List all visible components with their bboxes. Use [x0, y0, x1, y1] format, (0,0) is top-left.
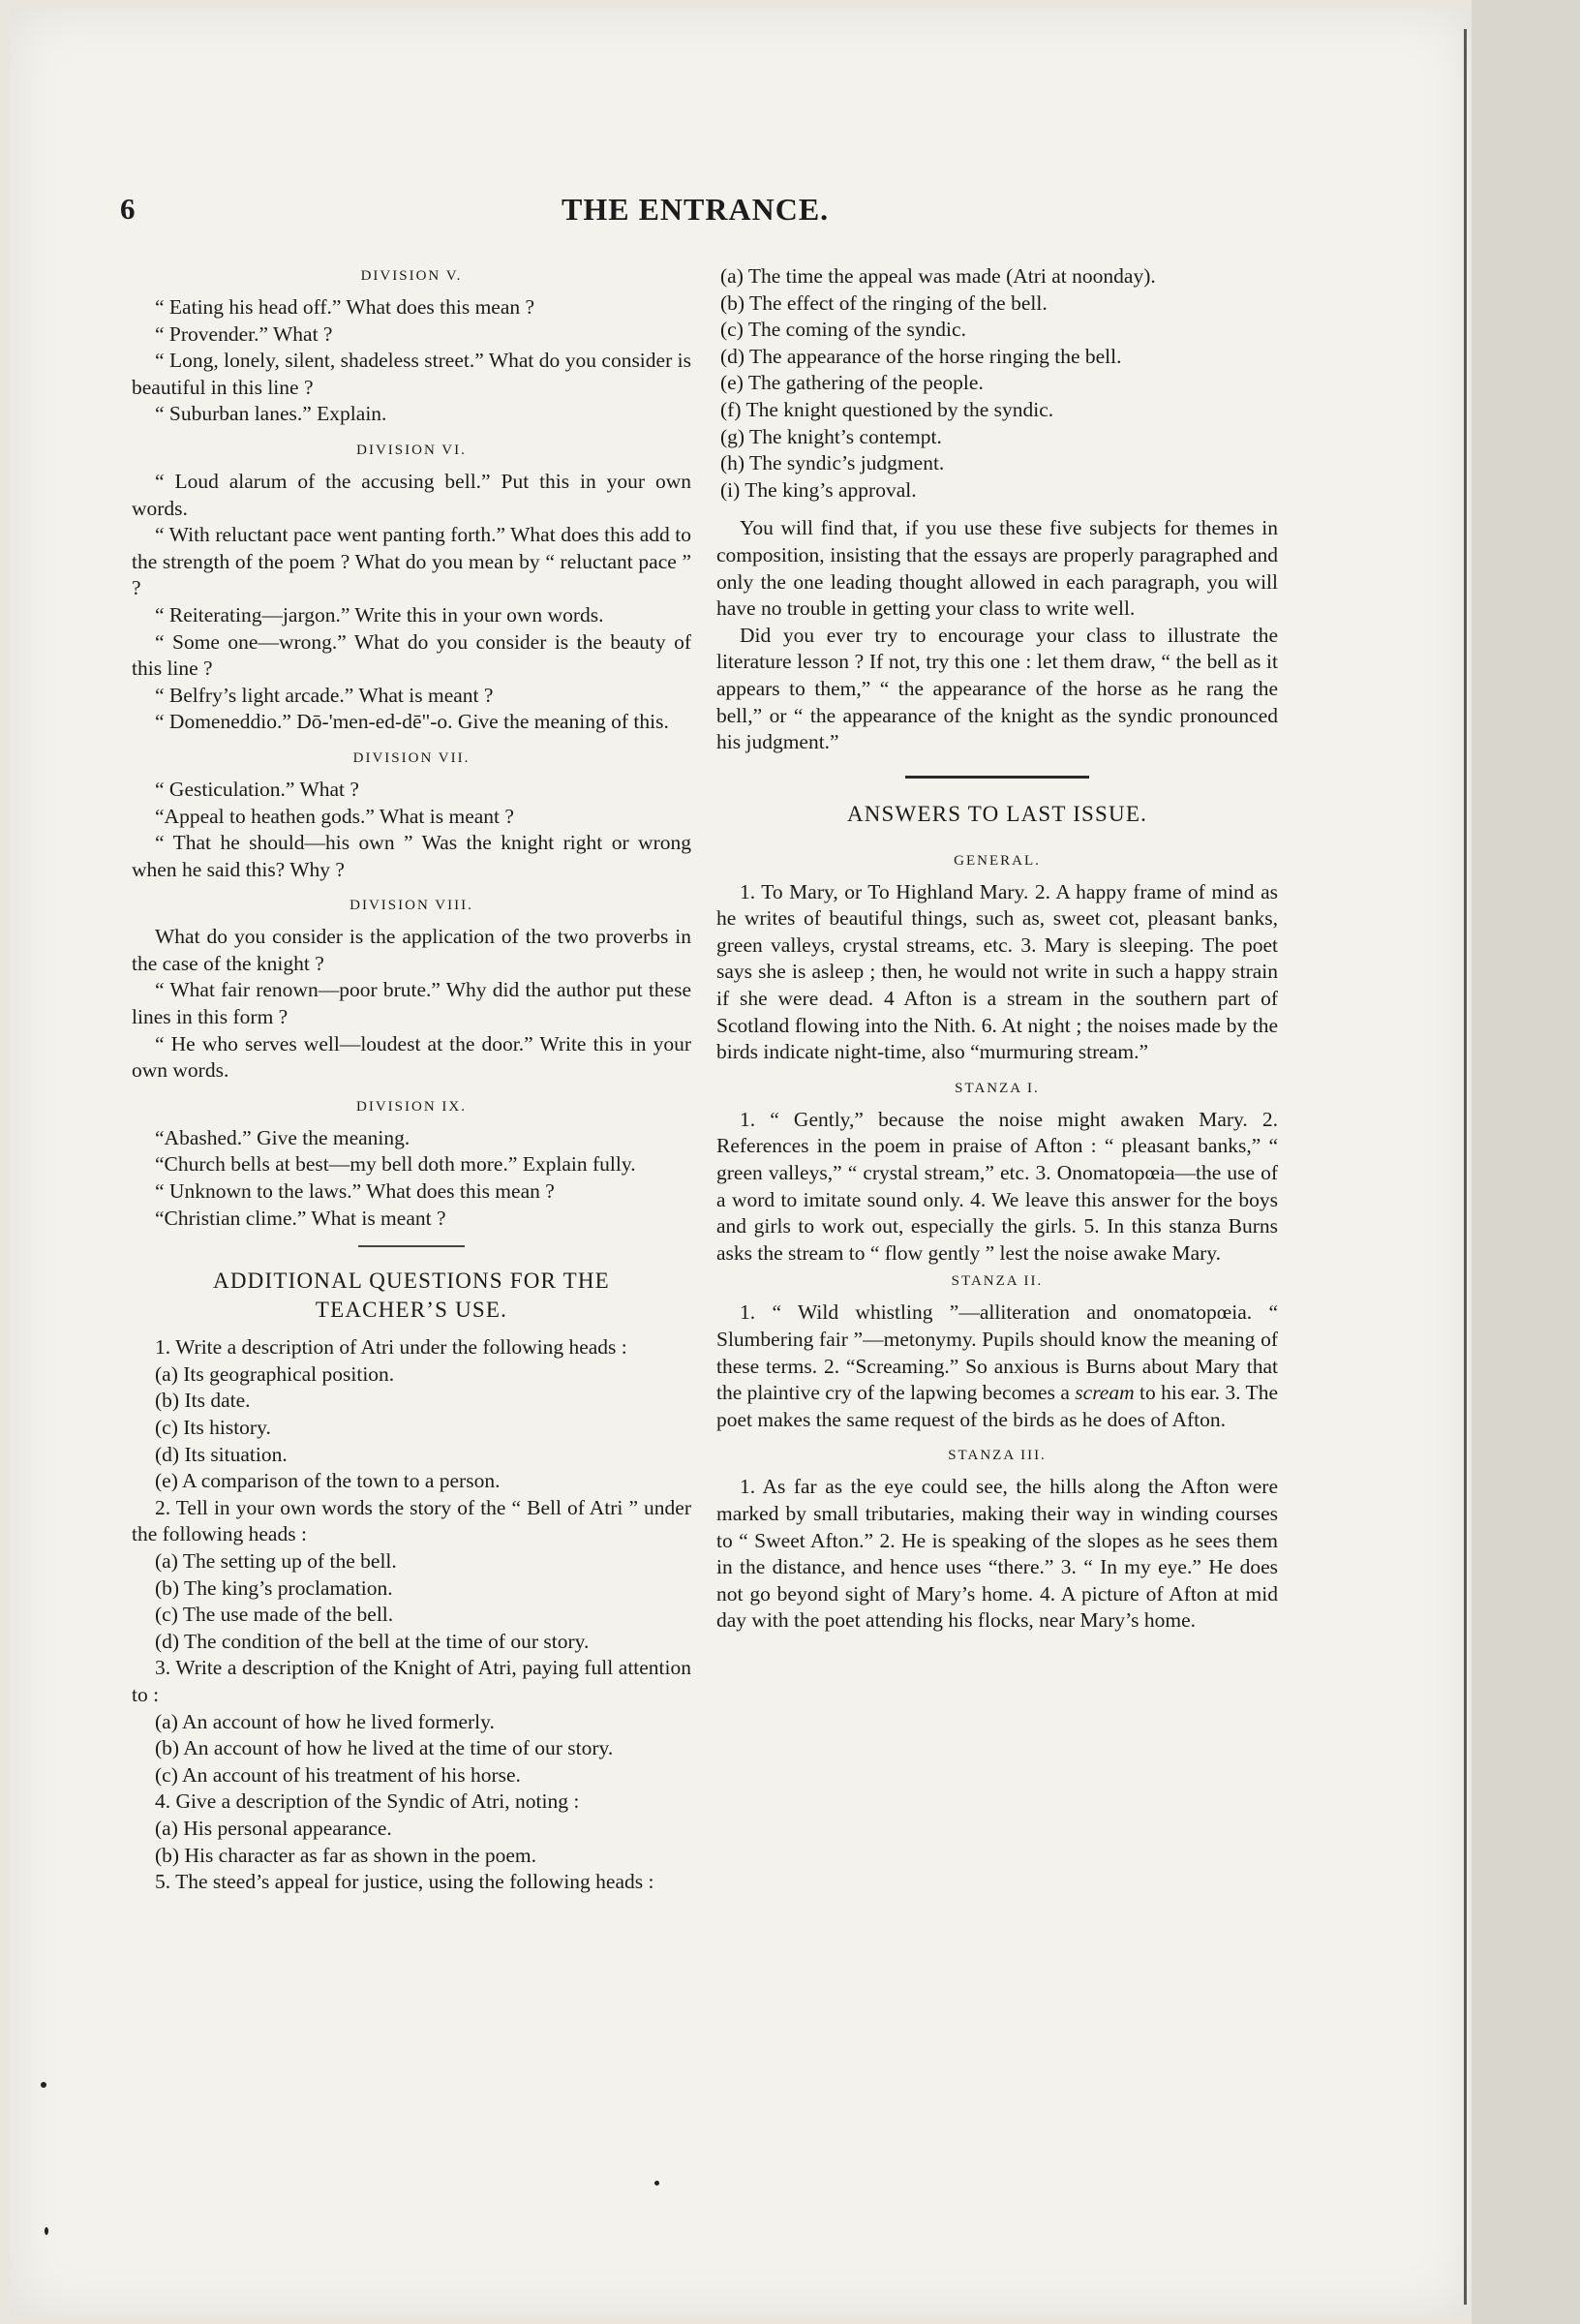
- question-5-heads: [716, 263, 1278, 504]
- left-column: [132, 265, 691, 1896]
- stanza-2-answers: [716, 1300, 1278, 1433]
- division-viii-question: What do you consider is the application of the two proverbs in the case of the knight ?: [132, 925, 691, 975]
- list-item: (c) The use made of the bell.: [155, 1603, 394, 1627]
- division-ix-question: “Abashed.” Give the meaning.: [155, 1125, 410, 1149]
- answers-heading: ANSWERS TO LAST ISSUE.: [846, 801, 1148, 826]
- question-2-heads: [132, 1548, 691, 1655]
- list-item: (d) The condition of the bell at the time of our story.: [155, 1629, 590, 1653]
- scan-speck: [654, 2181, 659, 2186]
- list-item: (b) The king’s proclamation.: [155, 1575, 393, 1600]
- page-number: 6: [120, 192, 136, 226]
- list-item: (c) The coming of the syndic.: [720, 318, 966, 342]
- list-item: (a) Its geographical position.: [155, 1361, 395, 1386]
- division-v-question: “ Provender.” What ?: [155, 321, 333, 346]
- division-vi-question: “ Some one—wrong.” What do you consider is the beauty of this line ?: [132, 629, 691, 681]
- division-v-question: “ Suburban lanes.” Explain.: [155, 402, 387, 426]
- stanza-2-heading: STANZA II.: [951, 1273, 1044, 1290]
- division-v-question: “ Eating his head off.” What does this mean ?: [155, 295, 535, 319]
- division-viii-question: “ He who serves well—loudest at the door.” Write this in your own words.: [132, 1031, 691, 1083]
- division-vii-question: “Appeal to heathen gods.” What is meant ?: [155, 804, 514, 828]
- book-spine: [1472, 0, 1580, 2324]
- division-vi-heading: DIVISION VI.: [356, 442, 467, 458]
- list-item: (b) The effect of the ringing of the bell.: [720, 290, 1048, 315]
- general-answers: 1. To Mary, or To Highland Mary. 2. A happy frame of mind as he writes of beautiful things, such as, sweet cot, pleasant banks, green valleys, crystal streams, etc. 3. Mary is sleeping. The poet says she is asleep ; then, he would not write in such a happy strain if she were dead. 4 Afton is a stream in the southern part of Scotland flowing into the Nith. 6. At night ; the noises made by the birds indicate night-time, also “murmuring stream.”: [716, 879, 1278, 1064]
- stanza-3-heading: STANZA III.: [948, 1448, 1047, 1464]
- list-item: (b) An account of how he lived at the time of our story.: [155, 1736, 614, 1760]
- list-item: (e) The gathering of the people.: [720, 371, 984, 395]
- division-vi-question: “ Reiterating—jargon.” Write this in your own words.: [155, 602, 604, 627]
- list-item: (c) Its history.: [155, 1416, 271, 1439]
- question-3: 3. Write a description of the Knight of Atri, paying full attention to :: [132, 1656, 691, 1706]
- additional-heading-line1: ADDITIONAL QUESTIONS FOR THE: [213, 1269, 610, 1294]
- division-v-heading: DIVISION V.: [360, 268, 463, 284]
- division-viii-heading: DIVISION VIII.: [349, 898, 473, 914]
- division-ix-question: “ Unknown to the laws.” What does this mean ?: [155, 1179, 555, 1204]
- teacher-note-paragraph: You will find that, if you use these five subjects for themes in composition, insisting that the essays are properly paragraphed and only the one leading thought allowed in each paragraph, you will have no trouble in getting your class to write well.: [716, 516, 1278, 621]
- question-2: 2. Tell in your own words the story of the “ Bell of Atri ” under the following heads :: [132, 1495, 691, 1546]
- scan-speck: [41, 2082, 46, 2088]
- stanza-1-heading: STANZA I.: [955, 1080, 1040, 1096]
- list-item: (e) A comparison of the town to a person.: [155, 1469, 501, 1493]
- division-vi-question: “ Belfry’s light arcade.” What is meant ?: [155, 683, 494, 707]
- question-4-heads: [132, 1816, 691, 1869]
- division-vi-question: “ Loud alarum of the accusing bell.” Put this in your own words.: [132, 469, 691, 520]
- division-vi-question: “ Domeneddio.” Dō-'men-ed-dē"-o. Give the meaning of this.: [155, 710, 669, 734]
- list-item: (d) The appearance of the horse ringing the bell.: [720, 344, 1122, 368]
- list-item: (b) Its date.: [155, 1389, 251, 1413]
- list-item: (b) His character as far as shown in the poem.: [155, 1843, 537, 1867]
- stanza-1-answers: 1. “ Gently,” because the noise might awaken Mary. 2. References in the poem in praise of Afton : “ pleasant banks,” “ green valleys,” “ crystal stream,” etc. 3. Onomatopœia—the use of a word to imitate sound only. 4. We leave this answer for the boys and girls to work out, especially the girls. 5. In this stanza Burns asks the stream to “ flow gently ” lest the noise awake Mary.: [716, 1107, 1278, 1265]
- list-item: (d) Its situation.: [155, 1442, 288, 1466]
- list-item: (i) The king’s approval.: [720, 477, 917, 502]
- list-item: (a) An account of how he lived formerly.: [155, 1709, 495, 1733]
- page-edge-line: [1464, 29, 1467, 2305]
- stanza-3-answers: 1. As far as the eye could see, the hills along the Afton were marked by small tributaries, making their way in winding courses to “ Sweet Afton.” 2. He is speaking of the slopes as he sees them in the distance, and hence uses “there.” 3. “ In my eye.” He does not go beyond sight of Mary’s home. 4. A picture of Afton at mid day with the poet attending his flocks, near Mary’s home.: [716, 1475, 1278, 1633]
- stanza-2-text-a: 1. “ Wild whistling ”—alliteration and onomatopœia. “ Slumbering fair ”—metonymy. Pupils should know the meaning of these terms. 2. “Screaming.” So anxious is Burns about Mary that the plaintive cry of the lapwing becomes a: [716, 1300, 1278, 1405]
- question-1-heads: [132, 1361, 691, 1495]
- additional-heading-line2: TEACHER’S USE.: [315, 1298, 508, 1323]
- additional-questions-heading: [132, 1267, 691, 1325]
- division-ix-question: “Christian clime.” What is meant ?: [155, 1206, 446, 1230]
- list-item: (a) The time the appeal was made (Atri at noonday).: [720, 264, 1156, 288]
- division-vii-heading: DIVISION VII.: [352, 749, 471, 766]
- division-vii-question: “ That he should—his own ” Was the knight right or wrong when he said this? Why ?: [132, 831, 691, 881]
- stanza-2-emphasis: scream: [1075, 1381, 1135, 1405]
- list-item: (a) The setting up of the bell.: [155, 1548, 397, 1573]
- section-divider: [358, 1245, 465, 1247]
- division-vi-question: “ With reluctant pace went panting forth.” What does this add to the strength of the poem ? What do you mean by “ reluctant pace ” ?: [132, 523, 691, 600]
- division-v-question: “ Long, lonely, silent, shadeless street.” What do you consider is beautiful in this line ?: [132, 349, 691, 399]
- list-item: (f) The knight questioned by the syndic.: [720, 397, 1054, 421]
- list-item: (c) An account of his treatment of his horse.: [155, 1762, 521, 1787]
- list-item: (a) His personal appearance.: [155, 1816, 392, 1840]
- running-title: THE ENTRANCE.: [562, 192, 830, 227]
- question-5: 5. The steed’s appeal for justice, using the following heads :: [155, 1870, 654, 1894]
- right-column: [716, 263, 1278, 1635]
- list-item: (g) The knight’s contempt.: [720, 424, 942, 448]
- general-heading: GENERAL.: [954, 852, 1041, 869]
- list-item: (h) The syndic’s judgment.: [720, 451, 945, 475]
- question-1: 1. Write a description of Atri under the following heads :: [155, 1335, 627, 1360]
- scan-speck: [45, 2227, 48, 2235]
- stanza-2-text-b: to his ear. 3. The poet makes the same request of the birds as he does of Afton.: [716, 1381, 1278, 1431]
- division-viii-question: “ What fair renown—poor brute.” Why did the author put these lines in this form ?: [132, 978, 691, 1029]
- question-4: 4. Give a description of the Syndic of Atri, noting :: [155, 1789, 580, 1814]
- section-divider: [905, 776, 1089, 779]
- question-3-heads: [132, 1709, 691, 1789]
- division-ix-question: “Church bells at best—my bell doth more.” Explain fully.: [155, 1152, 636, 1177]
- division-vii-question: “ Gesticulation.” What ?: [155, 777, 359, 801]
- teacher-note-paragraph: Did you ever try to encourage your class to illustrate the literature lesson ? If not, try this one : let them draw, “ the bell as it appears to them,” “ the appearance of the horse as he rang the bell,” or “ the appearance of the knight as the syndic pronounced his judgment.”: [716, 623, 1278, 754]
- division-ix-heading: DIVISION IX.: [356, 1098, 467, 1115]
